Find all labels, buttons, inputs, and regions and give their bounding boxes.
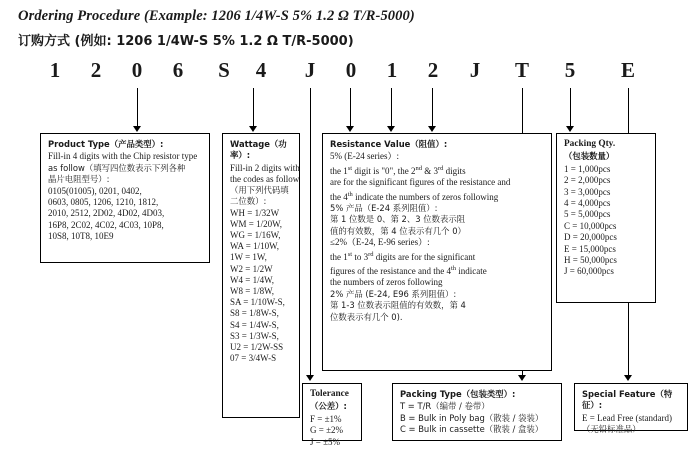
- code-char-9: 1: [386, 58, 398, 82]
- box-special-feature-header: Special Feature（特征）:: [582, 389, 673, 411]
- code-char-7: J: [304, 58, 316, 82]
- box-tolerance-line-3: J = ±5%: [310, 436, 341, 447]
- box-wattage-line-15: S4 = 1/4W-S,: [230, 319, 279, 330]
- box-packing-qty-line-3: 3 = 3,000pcs: [564, 186, 611, 197]
- code-char-1: 1: [49, 58, 61, 82]
- leader-line-resistance-c: [432, 88, 433, 127]
- code-char-2: 2: [90, 58, 102, 82]
- code-char-14: E: [620, 58, 635, 82]
- box-resistance-line-4: the 4th indicate the numbers of zeros following: [330, 190, 499, 202]
- box-product-type: [40, 133, 210, 263]
- box-product-type-line-4: 0105(01005), 0201, 0402,: [48, 185, 142, 196]
- box-packing-qty-line-2: 2 = 2,000pcs: [564, 175, 611, 186]
- box-resistance-line-9: the 1st to 3rd digits are for the significant: [330, 250, 476, 262]
- code-char-8: 0: [345, 58, 357, 82]
- box-wattage-line-6: WM = 1/20W,: [230, 218, 282, 229]
- leader-line-tolerance: [310, 88, 311, 376]
- leader-line-resistance-a: [350, 88, 351, 127]
- box-packing-qty-line-10: J = 60,000pcs: [564, 266, 614, 277]
- code-char-4: 6: [172, 58, 184, 82]
- box-packing-type-header: Packing Type（包装类型）:: [400, 389, 516, 399]
- box-wattage-line-11: W4 = 1/4W,: [230, 274, 274, 285]
- box-product-type-line-3: 晶片电阻型号）:: [48, 174, 110, 185]
- part-number-code-row: [0, 58, 698, 86]
- code-char-11: J: [469, 58, 481, 82]
- box-resistance-line-1: 5% (E-24 series）:: [330, 151, 399, 162]
- box-resistance-line-5: 5% 产品（E-24 系列阻值）:: [330, 203, 438, 214]
- box-wattage-line-7: WG = 1/16W,: [230, 230, 281, 241]
- leader-line-resistance-b: [391, 88, 392, 127]
- box-wattage: [222, 133, 300, 418]
- box-product-type-header: Product Type（产品类型）:: [48, 139, 164, 149]
- code-char-3: 0: [131, 58, 143, 82]
- box-packing-qty: [556, 133, 656, 303]
- box-wattage-line-2: the codes as follow: [230, 174, 300, 185]
- code-char-12: T: [514, 58, 529, 82]
- page-title-english: Ordering Procedure (Example: 1206 1/4W-S 5% 1.2 Ω T/R-5000): [18, 8, 415, 24]
- box-wattage-line-1: Fill-in 2 digits with: [230, 162, 300, 173]
- box-resistance-line-12: 2% 产品 (E-24, E96 系列阻值）:: [330, 288, 457, 299]
- box-resistance-value: [322, 133, 552, 371]
- leader-arrow-resistance-b: [387, 126, 395, 132]
- box-resistance-line-10: figures of the resistance and the 4th indicate: [330, 265, 487, 277]
- box-resistance-line-13: 第 1-3 位数表示阻值的有效数，第 4: [330, 300, 466, 311]
- box-wattage-line-10: W2 = 1/2W: [230, 263, 273, 274]
- box-packing-qty-line-9: H = 50,000pcs: [564, 255, 617, 266]
- box-packing-qty-line-8: E = 15,000pcs: [564, 243, 616, 254]
- box-packing-type-line-1: T = T/R（编带 / 卷带）: [400, 401, 490, 412]
- box-packing-qty-line-1: 1 = 1,000pcs: [564, 163, 611, 174]
- leader-arrow-resistance-a: [346, 126, 354, 132]
- box-wattage-line-16: S3 = 1/3W-S,: [230, 330, 279, 341]
- box-wattage-line-17: U2 = 1/2W-SS: [230, 342, 284, 353]
- box-wattage-line-18: 07 = 3/4W-S: [230, 353, 277, 364]
- box-packing-qty-line-6: C = 10,000pcs: [564, 220, 617, 231]
- box-wattage-line-3: （用下列代码填: [230, 185, 289, 196]
- leader-line-packing-qty: [570, 88, 571, 127]
- box-packing-type-line-2: B = Bulk in Poly bag（散装 / 袋装）: [400, 412, 544, 423]
- box-resistance-line-11: the numbers of zeros following: [330, 277, 443, 288]
- leader-arrow-resistance-c: [428, 126, 436, 132]
- box-special-feature-line-2: （无铅标准品）: [582, 424, 641, 435]
- leader-arrow-packing-type: [518, 375, 526, 381]
- page-title-chinese: 订购方式 (例如: 1206 1/4W-S 5% 1.2 Ω T/R-5000): [18, 34, 354, 49]
- box-tolerance-line-2: G = ±2%: [310, 425, 344, 436]
- box-product-type-line-7: 16P8, 2C02, 4C02, 4C03, 10P8,: [48, 219, 164, 230]
- box-wattage-line-12: W8 = 1/8W,: [230, 286, 274, 297]
- box-tolerance-line-1: F = ±1%: [310, 413, 342, 424]
- box-resistance-line-2: the 1st digit is "0", the 2nd & 3rd digits: [330, 164, 466, 176]
- code-char-6: 4: [255, 58, 267, 82]
- box-resistance-line-6: 第 1 位数是 0、第 2、3 位数表示阻: [330, 214, 466, 225]
- box-packing-qty-header-cn: （包装数量）: [564, 151, 615, 162]
- box-tolerance: [302, 383, 362, 447]
- box-packing-qty-line-5: 5 = 5,000pcs: [564, 209, 611, 220]
- box-packing-qty-line-7: D = 20,000pcs: [564, 232, 617, 243]
- box-product-type-line-6: 2010, 2512, 2D02, 4D02, 4D03,: [48, 208, 165, 219]
- leader-arrow-packing-qty: [566, 126, 574, 132]
- box-product-type-line-5: 0603, 0805, 1206, 1210, 1812,: [48, 197, 159, 208]
- code-char-10: 2: [427, 58, 439, 82]
- box-resistance-line-8: ≤2%（E-24, E-96 series）:: [330, 237, 430, 248]
- box-wattage-line-5: WH = 1/32W: [230, 207, 280, 218]
- box-wattage-line-14: S8 = 1/8W-S,: [230, 308, 279, 319]
- box-wattage-line-9: 1W = 1W,: [230, 252, 267, 263]
- box-special-feature-line-1: E = Lead Free (standard): [582, 412, 673, 423]
- leader-arrow-wattage: [249, 126, 257, 132]
- box-tolerance-header-cn: （公差）:: [310, 401, 347, 412]
- box-packing-type: [392, 383, 562, 441]
- box-packing-qty-header: Packing Qty.: [564, 139, 616, 149]
- box-packing-type-line-3: C = Bulk in cassette（散装 / 盒装）: [400, 424, 544, 435]
- box-wattage-header: Wattage（功率）:: [230, 139, 287, 161]
- box-packing-qty-line-4: 4 = 4,000pcs: [564, 198, 611, 209]
- box-wattage-line-4: 二位数）:: [230, 196, 267, 207]
- leader-line-wattage: [253, 88, 254, 127]
- box-resistance-line-14: 位数表示有几个 0).: [330, 311, 403, 322]
- code-char-13: 5: [564, 58, 576, 82]
- box-tolerance-header: Tolerance: [310, 389, 349, 399]
- box-wattage-line-13: SA = 1/10W-S,: [230, 297, 285, 308]
- box-product-type-line-8: 10S8, 10T8, 10E9: [48, 231, 114, 242]
- leader-arrow-tolerance: [306, 375, 314, 381]
- box-resistance-line-7: 值的有效数，第 4 位表示有几个 0）: [330, 225, 466, 236]
- box-product-type-line-2: as follow（填写四位数表示下列各种: [48, 162, 186, 173]
- leader-arrow-special-feature: [624, 375, 632, 381]
- box-product-type-line-1: Fill-in 4 digits with the Chip resistor type: [48, 151, 198, 162]
- box-resistance-line-3: are for the significant figures of the resistance and: [330, 177, 511, 188]
- leader-arrow-product-type: [133, 126, 141, 132]
- code-char-5: S: [218, 58, 230, 82]
- leader-line-product-type: [137, 88, 138, 127]
- box-wattage-line-8: WA = 1/10W,: [230, 241, 279, 252]
- box-special-feature: [574, 383, 688, 435]
- box-resistance-header: Resistance Value（阻值）:: [330, 139, 448, 149]
